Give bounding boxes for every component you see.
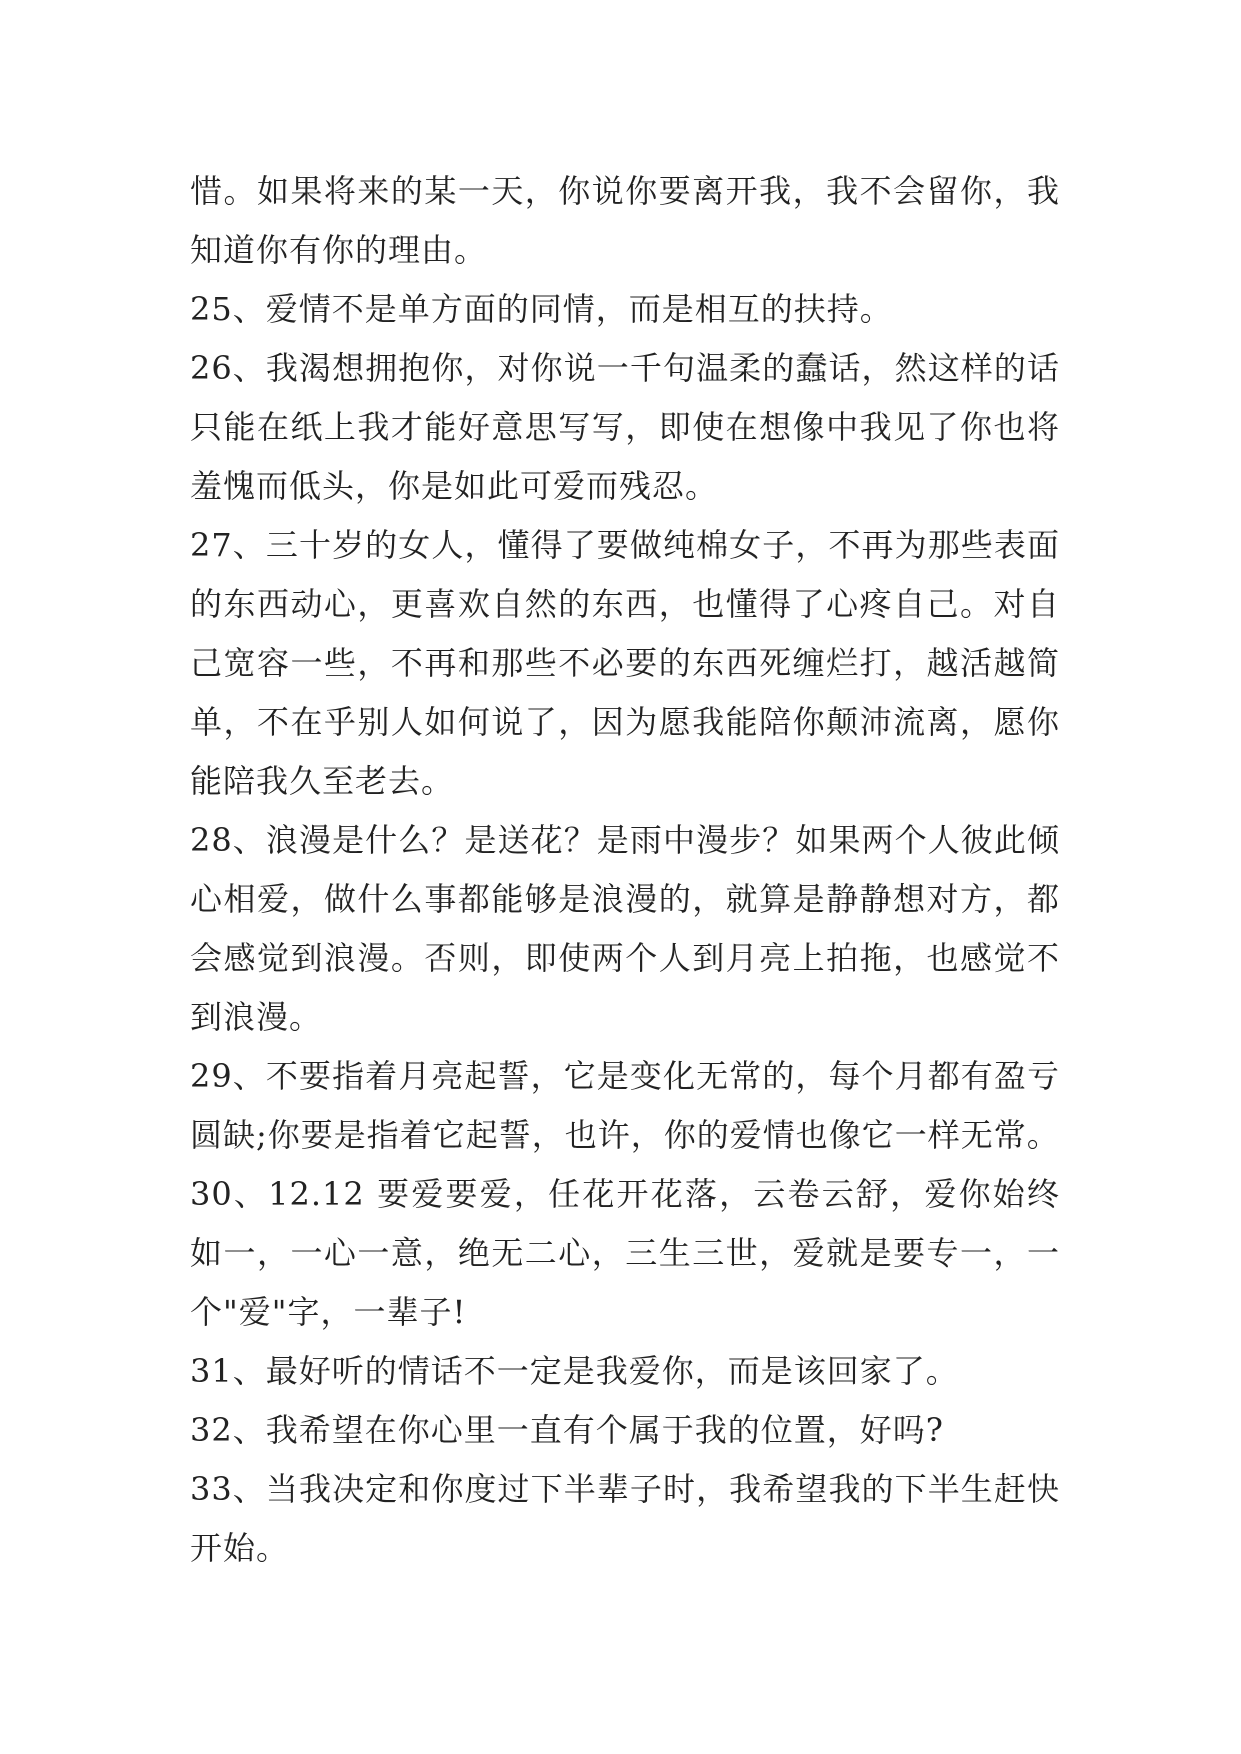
paragraph-29: 29、不要指着月亮起誓，它是变化无常的，每个月都有盈亏圆缺;你要是指着它起誓，也许，你的爱情也像它一样无常。	[190, 1057, 1060, 1154]
paragraph-26: 26、我渴想拥抱你，对你说一千句温柔的蠢话，然这样的话只能在纸上我才能好意思写写，即使在想像中我见了你也将羞愧而低头，你是如此可爱而残忍。	[190, 349, 1060, 505]
paragraph-33: 33、当我决定和你度过下半辈子时，我希望我的下半生赶快开始。	[190, 1470, 1060, 1567]
paragraph-32: 32、我希望在你心里一直有个属于我的位置，好吗?	[190, 1411, 944, 1449]
paragraph-24-continued: 惜。如果将来的某一天，你说你要离开我，我不会留你，我知道你有你的理由。	[190, 172, 1060, 269]
document-body	[190, 162, 1060, 1578]
paragraph-31: 31、最好听的情话不一定是我爱你，而是该回家了。	[190, 1352, 959, 1390]
paragraph-27: 27、三十岁的女人，懂得了要做纯棉女子，不再为那些表面的东西动心，更喜欢自然的东西，也懂得了心疼自己。对自己宽容一些，不再和那些不必要的东西死缠烂打，越活越简单，不在乎别人如何说了，因为愿我能陪你颠沛流离，愿你能陪我久至老去。	[190, 526, 1060, 800]
paragraph-25: 25、爱情不是单方面的同情，而是相互的扶持。	[190, 290, 893, 328]
paragraph-28: 28、浪漫是什么？是送花？是雨中漫步？如果两个人彼此倾心相爱，做什么事都能够是浪漫的，就算是静静想对方，都会感觉到浪漫。否则，即使两个人到月亮上拍拖，也感觉不到浪漫。	[190, 821, 1060, 1036]
paragraph-30: 30、12.12 要爱要爱，任花开花落，云卷云舒，爱你始终如一，一心一意，绝无二心，三生三世，爱就是要专一，一个"爱"字，一辈子!	[190, 1175, 1060, 1331]
